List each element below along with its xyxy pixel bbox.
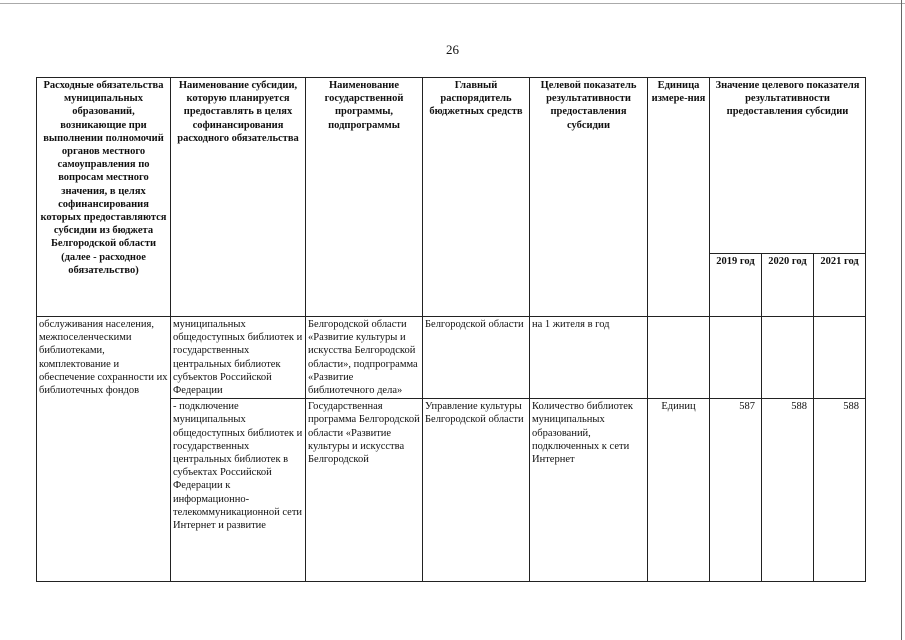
cell-subsidy: - подключение муниципальных общедоступных библиотек и государственных центральных библиотек в субъектах Российской Федерации к информационно-телекоммуникационной сети Интернет и развитие <box>171 399 306 582</box>
cell-2019 <box>710 317 762 399</box>
scan-top-edge <box>0 3 905 4</box>
year-2019: 2019 год <box>710 253 762 316</box>
cell-2021 <box>814 317 866 399</box>
cell-unit: Единиц <box>648 399 710 582</box>
cell-indicator: на 1 жителя в год <box>530 317 648 399</box>
cell-program: Белгородской области «Развитие культуры и искусства Белгородской области», подпрограмма «Развитие библиотечного дела» <box>306 317 423 399</box>
cell-2021: 588 <box>814 399 866 582</box>
table-row <box>37 317 866 399</box>
cell-unit <box>648 317 710 399</box>
subsidy-table <box>36 77 866 582</box>
header-program: Наименование государственной программы, подпрограммы <box>306 78 423 317</box>
year-2020: 2020 год <box>762 253 814 316</box>
header-row <box>37 78 866 254</box>
cell-2020 <box>762 317 814 399</box>
header-obligation: Расходные обязательства муниципальных образований, возникающие при выполнении полномочий органов местного самоуправления по вопросам местного значения, в целях софинансирования которых предоставляются субсидии из бюджета Белгородской области (далее - расходное обязательство) <box>37 78 171 317</box>
cell-2019: 587 <box>710 399 762 582</box>
header-indicator: Целевой показатель результативности предоставления субсидии <box>530 78 648 317</box>
cell-distributor: Управление культуры Белгородской области <box>423 399 530 582</box>
header-unit: Единица измере-ния <box>648 78 710 317</box>
header-target-value: Значение целевого показателя результативности предоставления субсидии <box>710 78 866 254</box>
cell-indicator: Количество библиотек муниципальных образований, подключенных к сети Интернет <box>530 399 648 582</box>
scan-right-edge <box>901 0 902 640</box>
cell-obligation: обслуживания населения, межпоселенческими библиотеками, комплектование и обеспечение сохранности их библиотечных фондов <box>37 317 171 582</box>
page-number: 26 <box>446 42 459 57</box>
cell-distributor: Белгородской области <box>423 317 530 399</box>
cell-program: Государственная программа Белгородской области «Развитие культуры и искусства Белгородской <box>306 399 423 582</box>
year-2021: 2021 год <box>814 253 866 316</box>
header-subsidy: Наименование субсидии, которую планируется предоставлять в целях софинансирования расходного обязательства <box>171 78 306 317</box>
header-distributor: Главный распорядитель бюджетных средств <box>423 78 530 317</box>
cell-2020: 588 <box>762 399 814 582</box>
cell-subsidy: муниципальных общедоступных библиотек и государственных центральных библиотек субъектов Российской Федерации <box>171 317 306 399</box>
